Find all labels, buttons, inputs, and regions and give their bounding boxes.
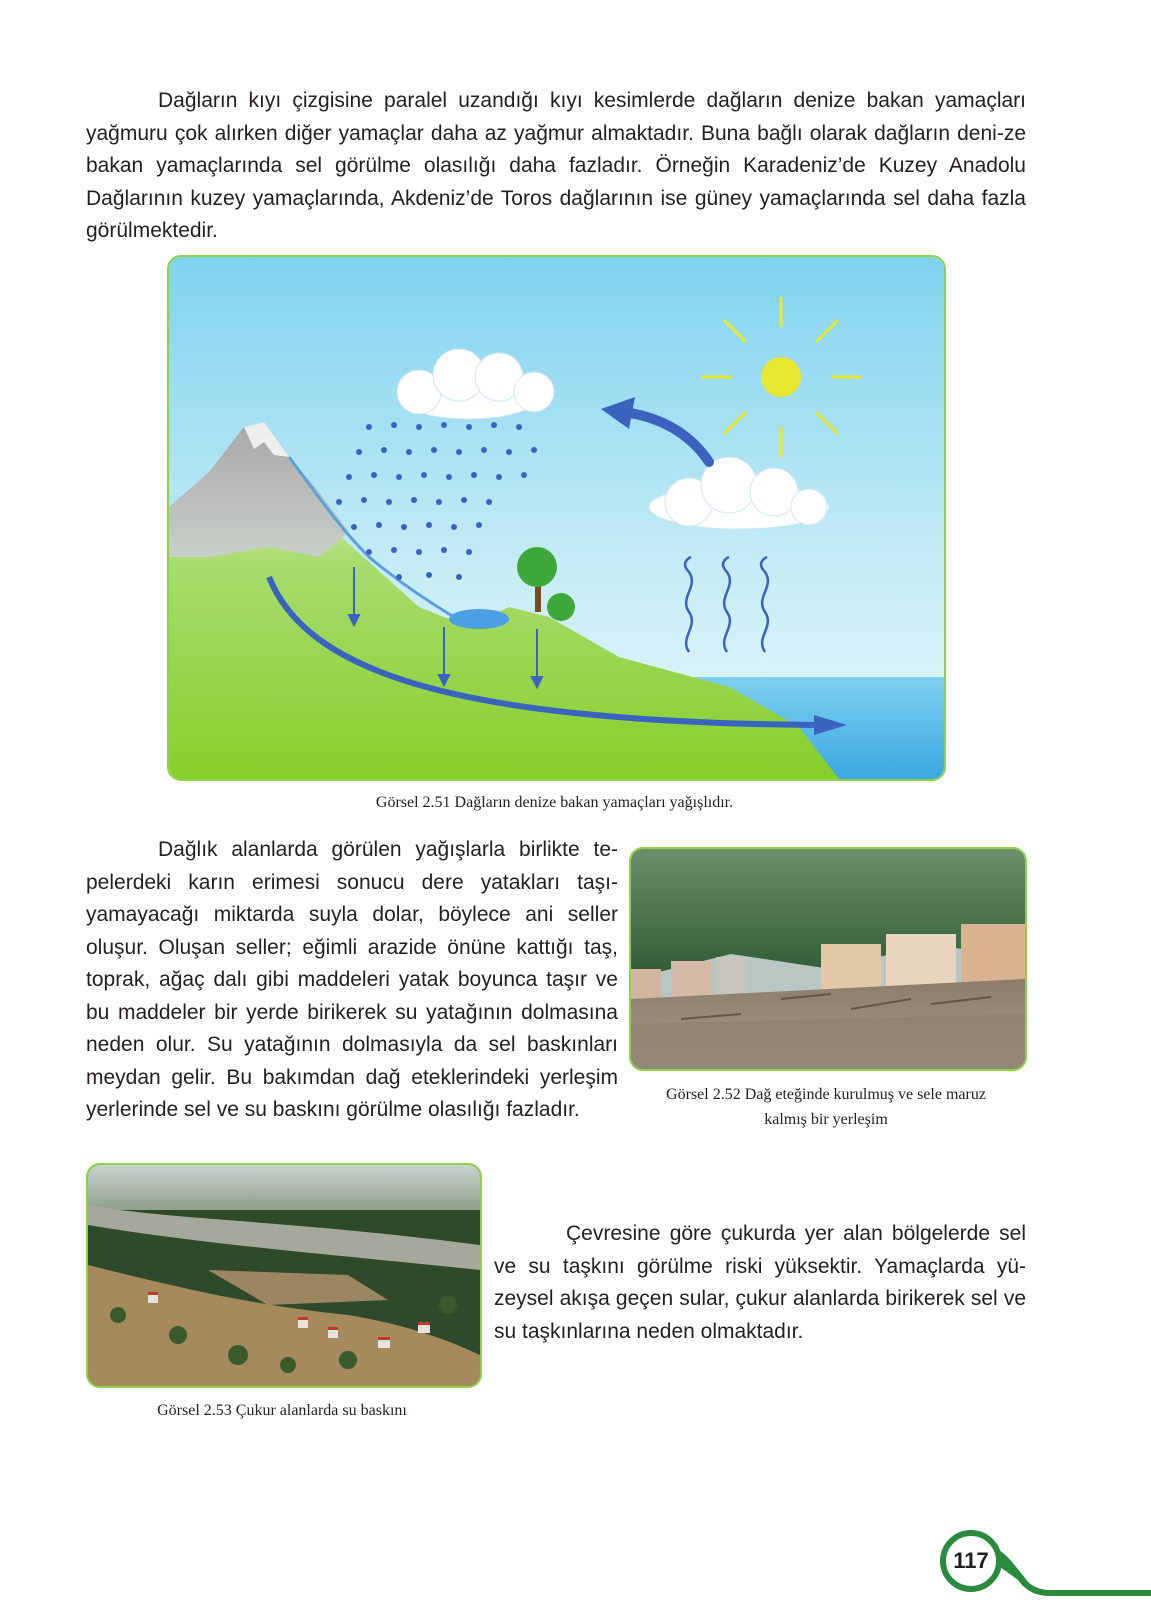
water-cycle-illustration xyxy=(167,255,946,781)
paragraph-lowland-floods: Çevresine göre çukurda yer alan bölgelerde sel ve su taşkını görülme riski yüksektir. Yamaçlarda yü-zeysel akışa geçen sular, çukur alanlarda birikerek sel ve su taşkınlarına neden olmaktadır. xyxy=(494,1222,1026,1343)
flooded-mountain-town-photo xyxy=(629,847,1027,1071)
caption-figure-2-52-line2: kalmış bir yerleşim xyxy=(764,1111,888,1128)
page-number: 117 xyxy=(940,1530,1002,1592)
flooded-lowland-aerial-photo xyxy=(86,1163,482,1388)
caption-figure-2-52-line1: Görsel 2.52 Dağ eteğinde kurulmuş ve sele maruz xyxy=(666,1086,986,1103)
caption-figure-2-53: Görsel 2.53 Çukur alanlarda su baskını xyxy=(157,1402,407,1419)
paragraph-mountain-slopes: Dağların kıyı çizgisine paralel uzandığı kıyı kesimlerde dağların denize bakan yamaçları yağmuru çok alırken diğer yamaçlar daha az yağmur almaktadır. Buna bağlı olarak dağların deni-ze bakan yamaçlarında sel görülme olasılığı daha fazladır. Örneğin Karadeniz’de Kuzey Anadolu Dağlarının kuzey yamaçlarında, Akdeniz’de Toros dağlarının ise güney yamaçlarında sel daha fazla görülmektedir. xyxy=(86,89,1026,242)
paragraph-snowmelt-floods: Dağlık alanlarda görülen yağışlarla birlikte te-pelerdeki karın erimesi sonucu dere yatakları taşı-yamayacağı miktarda suyla dolar, böylece ani seller oluşur. Oluşan seller; eğimli arazide önüne kattığı taş, toprak, ağaç dalı gibi maddeleri yatak boyunca taşır ve bu maddeler bir yerde birikerek su yatağının dolmasına neden olur. Su yatağının dolmasıyla da sel baskınları meydan gelir. Bu bakımdan dağ eteklerindeki yerleşim yerlerinde sel ve su baskını görülme olasılığı fazladır. xyxy=(86,838,618,1121)
caption-figure-2-51: Görsel 2.51 Dağların denize bakan yamaçları yağışlıdır. xyxy=(375,794,734,811)
